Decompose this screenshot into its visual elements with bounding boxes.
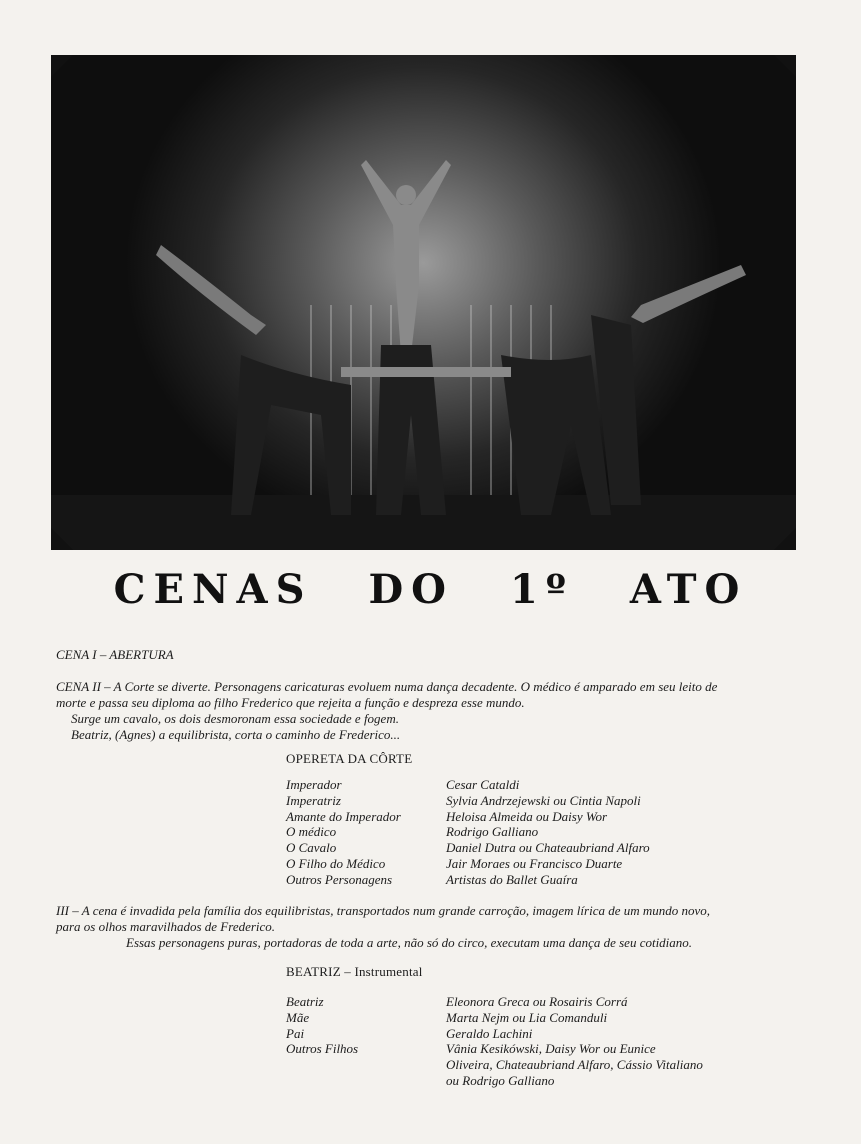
cast-actor: Eleonora Greca ou Rosairis Corrá bbox=[446, 994, 628, 1009]
cast-actor: Geraldo Lachini bbox=[446, 1025, 533, 1041]
cast-actor: Vânia Kesikówski, Daisy Wor ou Eunice bbox=[446, 1041, 656, 1057]
cena-ii-line-1: CENA II – A Corte se diverte. Personagens caricaturas evoluem numa dança decadente. O médico é amparado em seu leito de bbox=[56, 679, 718, 694]
cast-row bbox=[286, 1073, 703, 1089]
cena-i-heading: CENA I – ABERTURA bbox=[56, 647, 174, 662]
cast-actor: Cesar Cataldi bbox=[446, 777, 520, 792]
cast-row bbox=[286, 793, 650, 809]
cast-role: O Filho do Médico bbox=[286, 855, 386, 871]
cast-row bbox=[286, 840, 650, 856]
cast-role: Imperatriz bbox=[286, 792, 341, 808]
cast-role: Outros Filhos bbox=[286, 1041, 359, 1057]
cena-ii-line-3: Surge um cavalo, os dois desmoronam essa sociedade e fogem. bbox=[71, 711, 399, 726]
cast-role: Pai bbox=[286, 1025, 305, 1041]
cast-row bbox=[286, 809, 650, 825]
cena-iii-line-3: Essas personagens puras, portadoras de toda a arte, não só do circo, executam uma dança de seu cotidiano. bbox=[126, 935, 693, 950]
beatriz-heading: BEATRIZ – Instrumental bbox=[286, 964, 423, 979]
ballet-photo bbox=[51, 55, 796, 550]
cast-row bbox=[286, 994, 703, 1010]
cast-row bbox=[286, 824, 650, 840]
title-word: ATO bbox=[629, 566, 748, 613]
cast-actor: Marta Nejm ou Lia Comanduli bbox=[446, 1009, 608, 1025]
cast-row bbox=[286, 872, 650, 888]
cast-role: Beatriz bbox=[286, 994, 324, 1009]
opereta-cast-list bbox=[286, 777, 650, 888]
cast-role bbox=[286, 1073, 446, 1089]
opereta-heading: OPERETA DA CÔRTE bbox=[286, 751, 413, 766]
title-word: CENAS bbox=[113, 566, 313, 613]
cena-iii-line-1: III – A cena é invadida pela família dos equilibristas, transportados num grande carroção, imagem lírica de um mundo novo, bbox=[56, 903, 711, 918]
cast-actor: Daniel Dutra ou Chateaubriand Alfaro bbox=[446, 840, 650, 856]
cast-actor: Rodrigo Galliano bbox=[446, 824, 539, 840]
cast-role bbox=[286, 1057, 446, 1073]
beatriz-cast-list bbox=[286, 994, 703, 1089]
cast-row bbox=[286, 1010, 703, 1026]
cast-actor: Artistas do Ballet Guaíra bbox=[446, 871, 578, 887]
cast-actor: Heloisa Almeida ou Daisy Wor bbox=[446, 808, 608, 824]
cena-ii-line-2: morte e passa seu diploma ao filho Frederico que rejeita a função e despreza esse mundo. bbox=[56, 695, 525, 710]
title-word: DO bbox=[368, 566, 455, 613]
cast-actor: ou Rodrigo Galliano bbox=[446, 1072, 555, 1088]
cast-actor: Jair Moraes ou Francisco Duarte bbox=[446, 855, 623, 871]
page-title bbox=[0, 566, 861, 613]
cast-row bbox=[286, 1041, 703, 1057]
cast-role: Imperador bbox=[286, 777, 342, 792]
cast-row bbox=[286, 856, 650, 872]
cast-actor: Sylvia Andrzejewski ou Cintia Napoli bbox=[446, 792, 641, 808]
cast-actor: Oliveira, Chateaubriand Alfaro, Cássio Vitaliano bbox=[446, 1057, 703, 1073]
cast-role: O Cavalo bbox=[286, 840, 337, 856]
cena-iii-line-2: para os olhos maravilhados de Frederico. bbox=[56, 919, 276, 934]
cast-role: O médico bbox=[286, 824, 337, 840]
cena-ii-line-4: Beatriz, (Agnes) a equilibrista, corta o caminho de Frederico... bbox=[71, 727, 401, 742]
title-word: 1º bbox=[510, 566, 574, 613]
cast-row bbox=[286, 1057, 703, 1073]
dancers bbox=[156, 160, 746, 515]
cast-row bbox=[286, 1026, 703, 1042]
cast-role: Amante do Imperador bbox=[286, 808, 401, 824]
cast-role: Outros Personagens bbox=[286, 871, 393, 887]
cast-role: Mãe bbox=[286, 1009, 310, 1025]
cast-row bbox=[286, 777, 650, 793]
